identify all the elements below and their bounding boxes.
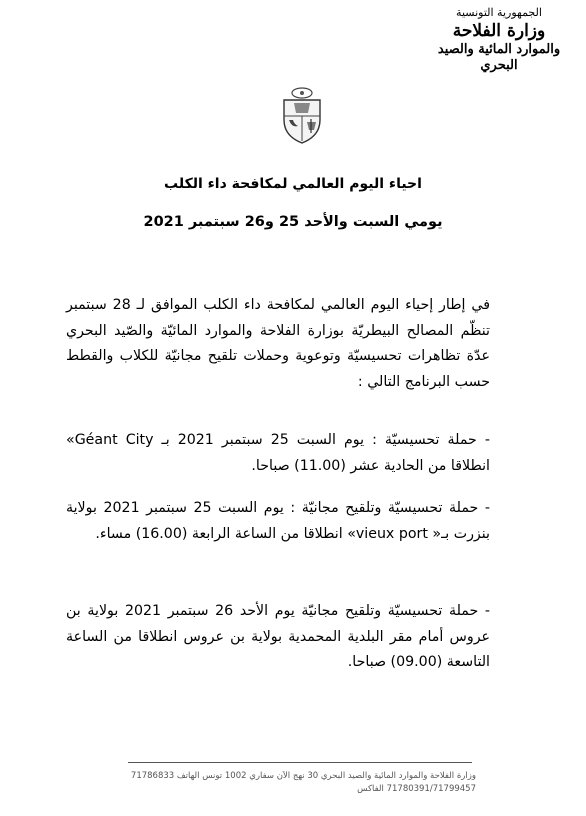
document-title: احياء اليوم العالمي لمكافحة داء الكلب [164,176,422,192]
footer-divider [128,762,472,763]
event-dates: يومي السبت والأحد 25 و26 سبتمبر 2021 [143,214,443,230]
program-item: - حملة تحسيسيّة : يوم السبت 25 سبتمبر 2021 بـ Géant City» انطلاقا من الحادية عشر (11.00) صباحا. [66,432,490,474]
ministry-name: وزارة الفلاحة [452,21,546,41]
program-item: - حملة تحسيسيّة وتلقيح مجانيّة : يوم السبت 25 سبتمبر 2021 بولاية بنزرت بـ« vieux port» انطلاقا من الساعة الرابعة (16.00) مساء. [66,500,491,542]
tunisia-coat-of-arms-icon [278,86,326,146]
footer-fax: 71780391/71799457 الفاكس [357,784,476,794]
program-item: - حملة تحسيسيّة وتلقيح مجانيّة يوم الأحد 26 سبتمبر 2021 بولاية بن عروس أمام مقر البلدية المحمدية بولاية بن عروس انطلاقا من الساعة التاسعة (09.00) صباحا. [66,603,490,670]
footer-address: وزارة الفلاحة والموارد المائية والصيد البحري 30 نهج الآن سفاري 1002 تونس الهاتف 71786833 [130,771,476,781]
ministry-letterhead [424,6,574,74]
republic-name: الجمهورية التونسية [456,6,542,19]
intro-paragraph: في إطار إحياء اليوم العالمي لمكافحة داء الكلب الموافق لـ 28 سبتمبر تنظّم المصالح البيطريّة بوزارة الفلاحة والموارد المائيّة والصّيد البحري عدّة تظاهرات تحسيسيّة وتوعوية وحملات تلقيح مجانيّة للكلاب والقطط حسب البرنامج التالي : [66,297,490,390]
ministry-subtitle: والموارد المائية والصيد البحري [437,42,561,73]
